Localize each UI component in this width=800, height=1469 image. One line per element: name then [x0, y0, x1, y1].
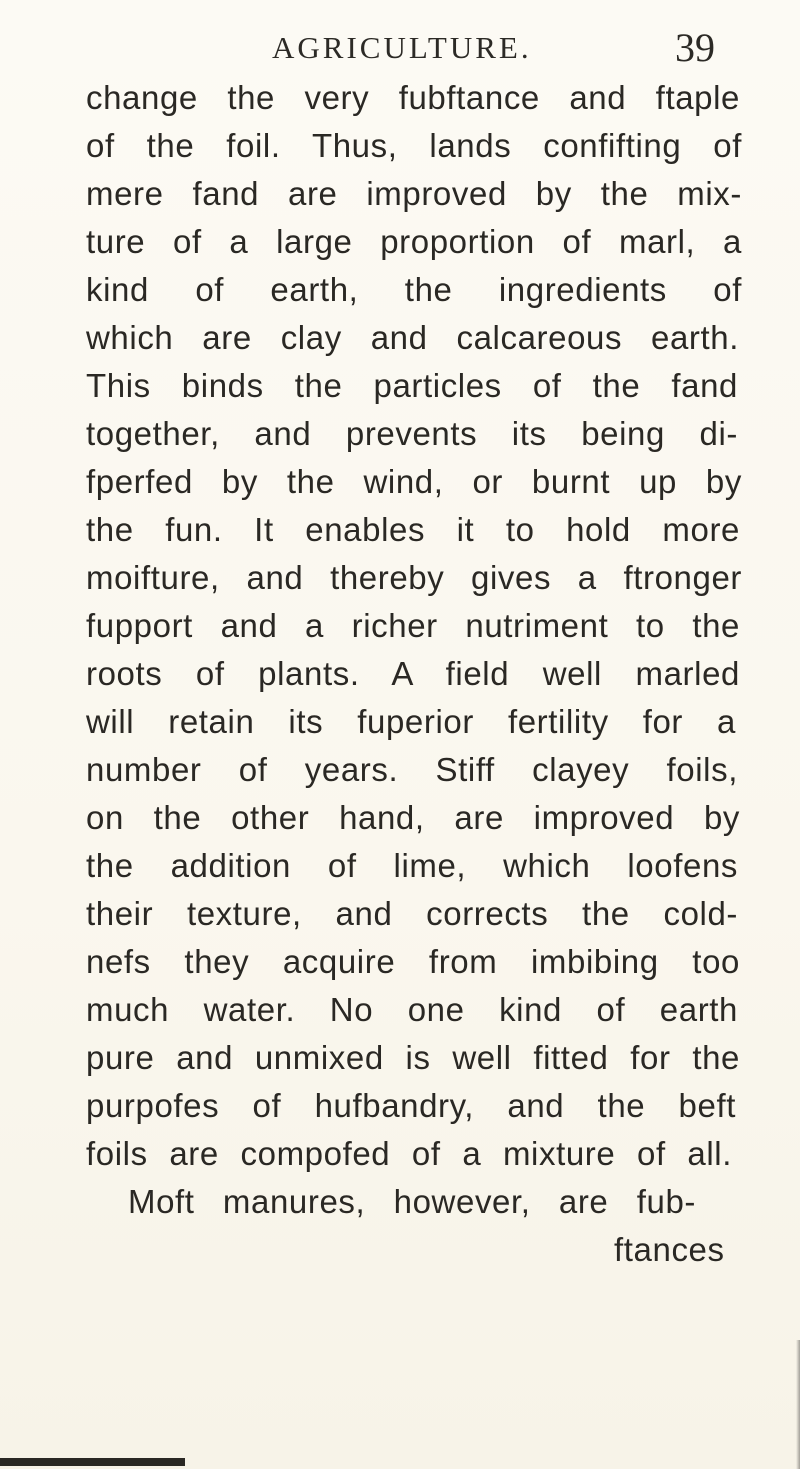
text-line: the fun. It enables it to hold more [86, 511, 740, 548]
text-line: pure and unmixed is well fitted for the [86, 1039, 740, 1076]
text-line: the addition of lime, which loofens [86, 847, 738, 884]
text-line: of the foil. Thus, lands confifting of [86, 127, 742, 164]
page-header [0, 12, 800, 72]
catchword: ftances [614, 1231, 725, 1268]
text-line: kind of earth, the ingredients of [86, 271, 742, 308]
text-line: mere fand are improved by the mix- [86, 175, 742, 212]
page-number: 39 [675, 25, 715, 70]
text-line: change the very fubftance and ftaple [86, 79, 740, 116]
text-line: will retain its fuperior fertility for a [86, 703, 736, 740]
page-edge-shadow [796, 1340, 800, 1469]
text-line: foils are compofed of a mixture of all. [86, 1135, 732, 1172]
text-line: fupport and a richer nutriment to the [86, 607, 740, 644]
text-line: number of years. Stiff clayey foils, [86, 751, 738, 788]
running-head: AGRICULTURE. [272, 30, 532, 65]
text-line: their texture, and corrects the cold- [86, 895, 738, 932]
bottom-rule [0, 1458, 185, 1466]
text-line: ture of a large proportion of marl, a [86, 223, 742, 260]
text-line: on the other hand, are improved by [86, 799, 740, 836]
text-line: together, and prevents its being di- [86, 415, 738, 452]
text-line: moifture, and thereby gives a ftronger [86, 559, 742, 596]
text-line: nefs they acquire from imbibing too [86, 943, 740, 980]
text-line: fperfed by the wind, or burnt up by [86, 463, 742, 500]
text-line: This binds the particles of the fand [86, 367, 738, 404]
text-line: roots of plants. A field well marled [86, 655, 740, 692]
text-line: which are clay and calcareous earth. [86, 319, 739, 356]
text-line: much water. No one kind of earth [86, 991, 738, 1028]
text-line: Moft manures, however, are fub- [128, 1183, 696, 1220]
text-line: purpofes of hufbandry, and the beft [86, 1087, 736, 1124]
